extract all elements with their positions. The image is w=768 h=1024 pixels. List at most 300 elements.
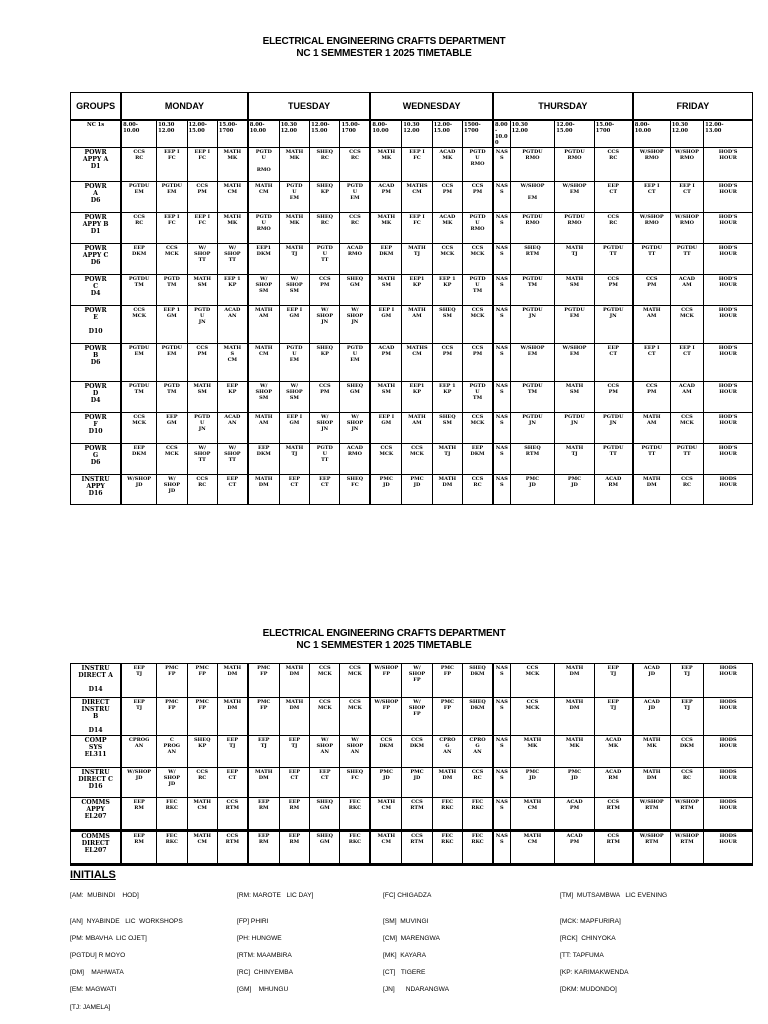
timetable-cell: NASS: [493, 213, 510, 244]
timetable-cell: EEP TJ: [594, 664, 633, 698]
timetable-cell: HOD'S HOUR: [704, 306, 753, 344]
timetable-cell: PMC FP: [187, 698, 217, 736]
timetable-cell: CCS MCK: [402, 444, 432, 475]
timetable-cell: EEP I CT: [633, 182, 670, 213]
timetable-cell: ACAD RMO: [340, 244, 370, 275]
timetable-cell: W/ SHOP AN: [310, 736, 340, 768]
initials-entry: [RM: MAROTE LIC DAY]: [237, 892, 314, 899]
timetable-cell: PGTDU TT: [670, 244, 703, 275]
timetable-cell: EEP I GM: [279, 306, 309, 344]
time-slot-cell: 1500- 1700: [463, 120, 493, 148]
timetable-cell: PMC JD: [370, 475, 401, 505]
timetable-cell: PGTDU RMO: [555, 213, 595, 244]
timetable-cell: CCS PM: [432, 344, 462, 382]
timetable-cell: PGTDU TT: [633, 244, 670, 275]
groups-header: GROUPS: [71, 93, 122, 121]
timetable-cell: PGTDU RMO: [555, 148, 595, 182]
timetable-cell: HOD'S HOUR: [704, 148, 753, 182]
timetable-cell: EEP 1 GM: [157, 306, 187, 344]
table-row: [71, 798, 753, 831]
time-slot-cell: 10.30 12.00: [402, 120, 432, 148]
timetable-cell: MATH MK: [633, 736, 670, 768]
timetable-cell: CCS RTM: [217, 798, 247, 831]
timetable-cell: ACAD AN: [217, 306, 247, 344]
table-row: [71, 382, 753, 413]
department-title-repeat: ELECTRICAL ENGINEERING CRAFTS DEPARTMENT: [262, 628, 506, 639]
timetable-cell: EEP DKM: [463, 444, 493, 475]
timetable-cell: EEP I FC: [157, 148, 187, 182]
timetable-cell: CCS DKM: [670, 736, 703, 768]
timetable-cell: MATHS CM: [402, 344, 432, 382]
timetable-cell: PGTDU RMO: [510, 213, 555, 244]
initials-entry: [AM: MUBINDI HOD]: [70, 892, 139, 899]
timetable-cell: PGTDU TM: [121, 275, 156, 306]
timetable-cell: ACAD RM: [594, 768, 633, 798]
timetable-cell: W/SHOP RTM: [633, 798, 670, 831]
timetable-cell: SHEQ RC: [310, 213, 340, 244]
timetable-cell: PGTD U RMO: [248, 213, 279, 244]
timetable-cell: CCS MCK: [670, 306, 703, 344]
timetable-cell: CCS MCK: [121, 413, 156, 444]
timetable-cell: MATH AM: [402, 306, 432, 344]
timetable-cell: EEP DKM: [370, 244, 401, 275]
time-slot-cell: 15.00- 1700: [217, 120, 247, 148]
group-cell: POWR A D6: [71, 182, 122, 213]
timetable-cell: CCS RC: [594, 213, 633, 244]
time-slot-cell: 15.00- 1700: [594, 120, 633, 148]
group-cell: INSTRU APPY D16: [71, 475, 122, 505]
timetable-cell: EEP DKM: [121, 244, 156, 275]
timetable-cell: CCS RC: [121, 213, 156, 244]
timetable-cell: CCS RTM: [594, 831, 633, 865]
group-cell: POWR D D4: [71, 382, 122, 413]
timetable-cell: HODS HOUR: [704, 664, 753, 698]
timetable-cell: EEP I CT: [670, 344, 703, 382]
timetable-cell: PGTDU RMO: [510, 148, 555, 182]
timetable-cell: PGTD U EM: [279, 344, 309, 382]
day-header-row: [71, 93, 753, 121]
timetable-cell: MATH AM: [633, 306, 670, 344]
timetable-cell: CPRO G AN: [463, 736, 493, 768]
timetable-cell: SHEQ GM: [340, 382, 370, 413]
initials-entry: [TJ: JAMELA]: [70, 1004, 111, 1011]
timetable-cell: PGTDU JN: [594, 306, 633, 344]
timetable-cell: CCS RTM: [402, 831, 432, 865]
time-slot-cell: 10.30 12.00: [157, 120, 187, 148]
initials-entry: [DM] MAHWATA: [70, 969, 124, 976]
day-header-wednesday: WEDNESDAY: [370, 93, 493, 121]
timetable-cell: CCS MCK: [370, 444, 401, 475]
timetable-cell: EEP RM: [279, 831, 309, 865]
timetable-cell: CCS MCK: [310, 664, 340, 698]
timetable-cell: FEC RKC: [340, 831, 370, 865]
timetable-cell: CCS RC: [340, 213, 370, 244]
timetable-cell: MATH DM: [432, 475, 462, 505]
timetable-cell: HODS HOUR: [704, 475, 753, 505]
timetable-cell: EEP TJ: [594, 698, 633, 736]
timetable-cell: SHEQ GM: [310, 831, 340, 865]
timetable-cell: NASS: [493, 698, 510, 736]
initials-entry: [TT: TAPFUMA: [560, 952, 604, 959]
timetable-cell: HODS HOUR: [704, 831, 753, 865]
timetable-cell: MATH MK: [370, 148, 401, 182]
timetable-cell: CCS MCK: [310, 698, 340, 736]
timetable-cell: CCS MCK: [463, 244, 493, 275]
timetable-cell: PGTD U TT: [310, 444, 340, 475]
timetable-cell: MATH MK: [279, 148, 309, 182]
timetable-cell: SHEQ GM: [340, 275, 370, 306]
timetable-cell: PGTDU TM: [510, 275, 555, 306]
timetable-cell: NASS: [493, 768, 510, 798]
timetable-cell: W/SHOP EM: [510, 182, 555, 213]
timetable-cell: MATH DM: [555, 664, 595, 698]
timetable-cell: CCS RTM: [594, 798, 633, 831]
timetable-cell: PMC JD: [510, 475, 555, 505]
initials-entry: [MCK: MAPFURIRA]: [560, 918, 621, 925]
timetable-cell: CCS MCK: [463, 306, 493, 344]
timetable-cell: EEP1 KP: [402, 275, 432, 306]
timetable-cell: CCS MCK: [432, 244, 462, 275]
timetable-cell: PGTD TM: [157, 382, 187, 413]
timetable-cell: EEP RM: [121, 798, 156, 831]
timetable-cell: PGTDU JN: [555, 413, 595, 444]
timetable-cell: PGTDU TM: [121, 382, 156, 413]
timetable-cell: C PROG AN: [157, 736, 187, 768]
group-cell: INSTRU DIRECT A D14: [71, 664, 122, 698]
timetable-cell: ACAD MK: [432, 213, 462, 244]
timetable-cell: NASS: [493, 475, 510, 505]
timetable-cell: MATH TJ: [432, 444, 462, 475]
timetable-cell: MATH DM: [432, 768, 462, 798]
timetable-cell: NASS: [493, 306, 510, 344]
timetable-cell: MATH TJ: [279, 244, 309, 275]
timetable-cell: W/ SHOP FP: [402, 664, 432, 698]
timetable-cell: SHEQ RTM: [510, 244, 555, 275]
timetable-cell: SHEQ RC: [310, 148, 340, 182]
timetable-cell: EEP I GM: [370, 306, 401, 344]
timetable-cell: MATH AM: [633, 413, 670, 444]
timetable-cell: EEP I CT: [670, 182, 703, 213]
time-slot-cell: 8.00- 10.00: [633, 120, 670, 148]
initials-entry: [PM: MBAVHA LIC OJET]: [70, 935, 147, 942]
day-header-tuesday: TUESDAY: [248, 93, 371, 121]
timetable-cell: MATH SM: [187, 275, 217, 306]
timetable-cell: HOD'S HOUR: [704, 244, 753, 275]
group-cell: INSTRU DIRECT C D16: [71, 768, 122, 798]
timetable-cell: EEP CT: [279, 475, 309, 505]
group-cell: POWR APPY A D1: [71, 148, 122, 182]
timetable-cell: HODS HOUR: [704, 798, 753, 831]
timetable-cell: PGTD U TM: [463, 275, 493, 306]
timetable-cell: EEP CT: [310, 475, 340, 505]
day-header-friday: FRIDAY: [633, 93, 753, 121]
timetable-cell: MATH AM: [248, 413, 279, 444]
timetable-cell: SHEQ DKM: [463, 698, 493, 736]
timetable-cell: PMC JD: [370, 768, 401, 798]
timetable-cell: EEP TJ: [279, 736, 309, 768]
initials-entry: [TM] MUTSAMBWA LIC EVENING: [560, 892, 668, 899]
timetable-cell: PGTDU JN: [510, 413, 555, 444]
timetable-cell: ACAD JD: [633, 664, 670, 698]
timetable-cell: W/SHOP RTM: [670, 798, 703, 831]
initials-entry: [SM] MUVINGI: [383, 918, 429, 925]
group-cell: POWR C D4: [71, 275, 122, 306]
timetable-cell: MATH CM: [187, 798, 217, 831]
timetable-cell: MATH CM: [370, 798, 401, 831]
timetable-cell: CCS RC: [340, 148, 370, 182]
group-cell: DIRECT INSTRU B D14: [71, 698, 122, 736]
timetable-cell: PMC FP: [157, 664, 187, 698]
timetable-cell: CCS PM: [463, 344, 493, 382]
timetable-cell: W/ SHOP SM: [279, 382, 309, 413]
timetable-cell: W/SHOP EM: [510, 344, 555, 382]
timetable-cell: W/SHOP FP: [370, 698, 401, 736]
page-title-2: [0, 628, 768, 652]
group-cell: POWR E D10: [71, 306, 122, 344]
timetable-cell: EEP DKM: [121, 444, 156, 475]
timetable-cell: PGTDU EM: [121, 182, 156, 213]
timetable-cell: ACAD JD: [633, 698, 670, 736]
timetable-cell: CCS DKM: [370, 736, 401, 768]
initials-entry: [MK] KAYARA: [383, 952, 426, 959]
timetable-cell: MATH AM: [402, 413, 432, 444]
timetable-cell: W/SHOP JD: [121, 475, 156, 505]
timetable-cell: CCS RC: [670, 768, 703, 798]
timetable-cell: CCS RTM: [402, 798, 432, 831]
initials-entry: [FC] CHIGADZA: [383, 892, 432, 899]
timetable-cell: MATH MK: [217, 213, 247, 244]
timetable-cell: PGTD TM: [157, 275, 187, 306]
timetable-cell: FEC RKC: [157, 831, 187, 865]
timetable-cell: W/ SHOP JN: [340, 306, 370, 344]
group-cell: COMMS APPY EL207: [71, 798, 122, 831]
group-cell: COMP SYS EL311: [71, 736, 122, 768]
timetable-cell: PMC FP: [248, 698, 279, 736]
timetable-cell: PGTD U TT: [310, 244, 340, 275]
table-row: [71, 275, 753, 306]
timetable-cell: W/ SHOP JD: [157, 475, 187, 505]
timetable-cell: PGTD U RMO: [463, 213, 493, 244]
timetable-cell: CCS RC: [594, 148, 633, 182]
timetable-cell: FEC RKC: [463, 798, 493, 831]
time-slot-cell: 12.00- 15.00: [187, 120, 217, 148]
timetable-cell: MATH SM: [555, 275, 595, 306]
timetable-subtitle-repeat: NC 1 SEMMESTER 1 2025 TIMETABLE: [296, 640, 472, 651]
timetable-cell: NASS: [493, 344, 510, 382]
initials-entry: [RTM: MAAMBIRA: [237, 952, 292, 959]
timetable-cell: FEC RKC: [463, 831, 493, 865]
timetable-cell: SHEQ GM: [310, 798, 340, 831]
table-row: [71, 831, 753, 865]
timetable-cell: MATH CM: [187, 831, 217, 865]
timetable-cell: CCS PM: [594, 275, 633, 306]
timetable-cell: MATH MK: [510, 736, 555, 768]
timetable-cell: MATH SM: [370, 382, 401, 413]
timetable-cell: MATH CM: [217, 182, 247, 213]
timetable-cell: W/ SHOP TT: [187, 244, 217, 275]
timetable-cell: EEP CT: [217, 768, 247, 798]
timetable-cell: NASS: [493, 275, 510, 306]
timetable-cell: PMC FP: [187, 664, 217, 698]
initials-entry: [PGTDU] R MOYO: [70, 952, 126, 959]
initials-entry: [DKM: MUDONDO]: [560, 986, 617, 993]
timetable-cell: EEP I FC: [157, 213, 187, 244]
table-row: [71, 664, 753, 698]
initials-entry: [CM] MARENGWA: [383, 935, 440, 942]
timetable-cell: PMC FP: [157, 698, 187, 736]
timetable-cell: EEP TJ: [670, 664, 703, 698]
timetable-cell: SHEQ DKM: [463, 664, 493, 698]
timetable-cell: EEP TJ: [248, 736, 279, 768]
timetable-cell: CCS MCK: [157, 444, 187, 475]
timetable-cell: FEC RKC: [432, 798, 462, 831]
timetable-cell: CCS PM: [187, 344, 217, 382]
timetable-cell: W/SHOP RMO: [670, 213, 703, 244]
timetable-cell: W/ SHOP JN: [340, 413, 370, 444]
timetable-cell: CCS MCK: [510, 698, 555, 736]
timetable-cell: CCS RC: [121, 148, 156, 182]
timetable-cell: W/ SHOP TT: [217, 444, 247, 475]
timetable-cell: EEP TJ: [121, 698, 156, 736]
timetable-cell: MATH DM: [633, 768, 670, 798]
timetable-cell: NASS: [493, 798, 510, 831]
table-row: [71, 444, 753, 475]
timetable-cell: MATH TJ: [279, 444, 309, 475]
timetable-cell: PGTDU EM: [121, 344, 156, 382]
timetable-cell: FEC RKC: [157, 798, 187, 831]
timetable-cell: PGTDU TT: [633, 444, 670, 475]
time-slot-cell: 8.00- 10.00: [248, 120, 279, 148]
timetable-cell: W/SHOP JD: [121, 768, 156, 798]
timetable-cell: CCS PM: [633, 275, 670, 306]
level-cell: NC 1s: [71, 120, 122, 148]
timetable-cell: PGTD U RMO: [248, 148, 279, 182]
timetable-cell: ACAD AM: [670, 382, 703, 413]
initials-entry: [FP] PHIRI: [237, 918, 269, 925]
timetable-cell: HOD'S HOUR: [704, 444, 753, 475]
timetable-cell: MATH MK: [555, 736, 595, 768]
timetable-cell: EEP I FC: [402, 148, 432, 182]
initials-entry: [KP: KARIMAKWENDA: [560, 969, 629, 976]
initials-entry: [RCK] CHINYOKA: [560, 935, 616, 942]
timetable-cell: HOD'S HOUR: [704, 213, 753, 244]
timetable-cell: MATH MK: [217, 148, 247, 182]
timetable-cell: PGTDU JN: [510, 306, 555, 344]
table-row: [71, 475, 753, 505]
time-slot-cell: 8.00- 10.00: [121, 120, 156, 148]
table-row: [71, 244, 753, 275]
timetable-cell: EEP TJ: [121, 664, 156, 698]
timetable-cell: CCS RC: [670, 475, 703, 505]
timetable-cell: CPROG AN: [121, 736, 156, 768]
timetable-cell: W/ SHOP SM: [279, 275, 309, 306]
timetable-cell: CCS RTM: [217, 831, 247, 865]
table-row: [71, 736, 753, 768]
timetable-cell: ACAD PM: [370, 182, 401, 213]
timetable-cell: PGTD U EM: [340, 182, 370, 213]
timetable-cell: SHEQ KP: [187, 736, 217, 768]
timetable-cell: PMC FP: [248, 664, 279, 698]
timetable-cell: MATH MK: [279, 213, 309, 244]
timetable-cell: HODS HOUR: [704, 736, 753, 768]
timetable-cell: NASS: [493, 831, 510, 865]
table-row: [71, 306, 753, 344]
group-cell: POWR F D10: [71, 413, 122, 444]
timetable-cell: MATH TJ: [555, 244, 595, 275]
timetable-cell: NASS: [493, 148, 510, 182]
timetable-cell: SHEQ KP: [310, 182, 340, 213]
initials-entry: [CT] TIGERE: [383, 969, 426, 976]
timetable-cell: HOD'S HOUR: [704, 382, 753, 413]
initials-entry: [PH: HUNGWE: [237, 935, 282, 942]
timetable-cell: EEP RM: [121, 831, 156, 865]
group-cell: POWR APPY C D6: [71, 244, 122, 275]
timetable-cell: EEP 1 KP: [217, 275, 247, 306]
timetable-cell: NASS: [493, 244, 510, 275]
timetable-cell: EEP CT: [594, 182, 633, 213]
table-row: [71, 698, 753, 736]
timetable-cell: W/SHOP RTM: [670, 831, 703, 865]
time-slot-cell: 10.30 12.00: [510, 120, 555, 148]
table-row: [71, 344, 753, 382]
timetable-cell: CCS RC: [187, 475, 217, 505]
timetable-cell: CCS PM: [187, 182, 217, 213]
timetable-cell: PMC JD: [555, 475, 595, 505]
timetable-cell: CCS MCK: [670, 413, 703, 444]
group-cell: POWR APPY B D1: [71, 213, 122, 244]
timetable-cell: ACAD PM: [555, 831, 595, 865]
timetable-cell: W/SHOP RTM: [633, 831, 670, 865]
timetable-cell: W/SHOP RMO: [633, 213, 670, 244]
timetable-cell: HODS HOUR: [704, 768, 753, 798]
timetable-cell: HOD'S HOUR: [704, 182, 753, 213]
timetable-cell: EEP I GM: [279, 413, 309, 444]
timetable-cell: W/ SHOP TT: [217, 244, 247, 275]
timetable-cell: PGTDU TT: [670, 444, 703, 475]
timetable-cell: ACAD PM: [370, 344, 401, 382]
initials-entry: [RC] CHINYEMBA: [237, 969, 294, 976]
timetable-cell: PGTDU TT: [594, 444, 633, 475]
timetable-cell: W/SHOP EM: [555, 344, 595, 382]
timetable-cell: SHEQ RTM: [510, 444, 555, 475]
timetable-cell: SHEQ SM: [432, 413, 462, 444]
timetable-cell: PGTDU TM: [510, 382, 555, 413]
timetable-cell: MATH TJ: [555, 444, 595, 475]
timetable-cell: CCS RC: [463, 768, 493, 798]
timetable-cell: MATH DM: [279, 664, 309, 698]
timetable-cell: HOD'S HOUR: [704, 275, 753, 306]
timetable-cell: HOD'S HOUR: [704, 344, 753, 382]
timetable-cell: MATH DM: [248, 768, 279, 798]
timetable-cell: CCS MCK: [510, 664, 555, 698]
time-slot-cell: 15.00- 1700: [340, 120, 370, 148]
timetable-cell: ACAD MK: [594, 736, 633, 768]
timetable-cell: EEP CT: [310, 768, 340, 798]
timetable-cell: W/ SHOP JD: [157, 768, 187, 798]
timetable-cell: PGTDU JN: [594, 413, 633, 444]
timetable-cell: EEP I FC: [402, 213, 432, 244]
table-row: [71, 148, 753, 182]
timetable-cell: ACAD AM: [670, 275, 703, 306]
timetable-cell: PGTDU TT: [594, 244, 633, 275]
timetable-cell: EEP I CT: [633, 344, 670, 382]
timetable-cell: EEP1 DKM: [248, 244, 279, 275]
timetable-cell: SHEQ FC: [340, 475, 370, 505]
timetable-cell: SHEQ FC: [340, 768, 370, 798]
timetable-cell: MATH DM: [633, 475, 670, 505]
timetable-cell: EEP 1 KP: [432, 275, 462, 306]
timetable-cell: W/ SHOP TT: [187, 444, 217, 475]
